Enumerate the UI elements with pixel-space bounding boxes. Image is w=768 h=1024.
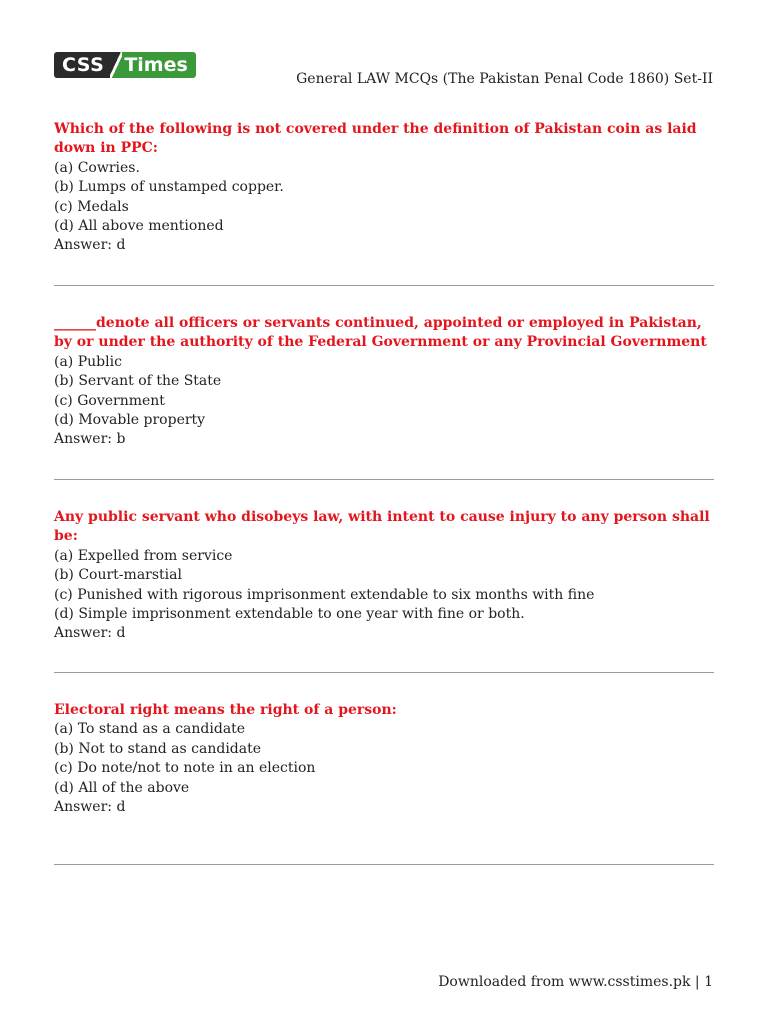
- option-b: (b) Lumps of unstamped copper.: [54, 179, 284, 196]
- question-text: Which of the following is not covered under the definition of Pakistan coin as laid down in PPC:: [54, 121, 697, 157]
- question-text: Electoral right means the right of a person:: [54, 702, 397, 718]
- page-title: General LAW MCQs (The Pakistan Penal Code 1860) Set-II: [296, 71, 713, 87]
- option-a: (a) Public: [54, 353, 122, 370]
- option-a: (a) To stand as a candidate: [54, 721, 246, 738]
- divider: [54, 285, 714, 286]
- option-d: (d) Simple imprisonment extendable to one year with fine or both.: [54, 606, 525, 623]
- answer-text: Answer: b: [54, 431, 126, 448]
- divider: [54, 864, 714, 865]
- option-c: (c) Do note/not to note in an election: [54, 760, 316, 777]
- option-a: (a) Cowries.: [54, 159, 140, 176]
- option-b: (b) Court-marstial: [54, 567, 182, 584]
- option-d: (d) Movable property: [54, 412, 206, 429]
- question-block-1: [54, 120, 714, 256]
- answer-text: Answer: d: [54, 625, 126, 642]
- option-d: (d) All of the above: [54, 779, 190, 796]
- option-c: (c) Government: [54, 392, 165, 409]
- option-b: (b) Servant of the State: [54, 373, 222, 390]
- divider: [54, 479, 714, 480]
- option-a: (a) Expelled from service: [54, 547, 233, 564]
- answer-text: Answer: d: [54, 237, 126, 254]
- option-b: (b) Not to stand as candidate: [54, 740, 262, 757]
- divider: [54, 672, 714, 673]
- csstimes-logo: [54, 52, 196, 78]
- logo-slash: [110, 52, 122, 78]
- logo-times-text: Times: [122, 52, 195, 78]
- logo-css-text: CSS: [54, 52, 110, 78]
- question-block-3: [54, 508, 714, 644]
- option-d: (d) All above mentioned: [54, 218, 224, 235]
- footer-source: Downloaded from www.csstimes.pk | 1: [438, 974, 713, 990]
- question-block-4: [54, 701, 714, 817]
- answer-text: Answer: d: [54, 799, 126, 816]
- question-text: ______denote all officers or servants continued, appointed or employed in Pakistan, by or under the authority of the Federal Government or any Provincial Government: [54, 315, 707, 351]
- option-c: (c) Medals: [54, 198, 129, 215]
- option-c: (c) Punished with rigorous imprisonment extendable to six months with fine: [54, 586, 595, 603]
- question-text: Any public servant who disobeys law, with intent to cause injury to any person shall be:: [54, 509, 710, 545]
- question-block-2: [54, 314, 714, 450]
